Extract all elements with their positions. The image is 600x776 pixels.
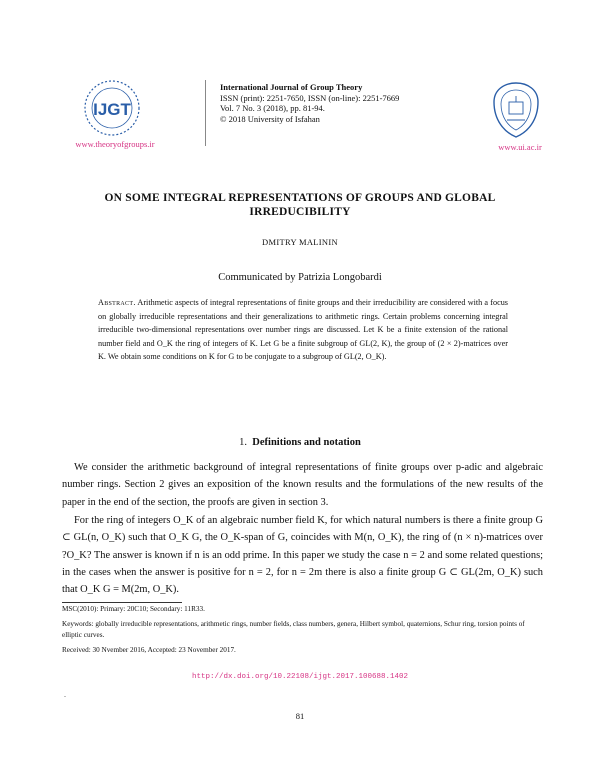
journal-url-link[interactable]: www.theoryofgroups.ir: [75, 139, 155, 149]
communicated-by: Communicated by Patrizia Longobardi: [218, 272, 382, 283]
received-date: Received: 30 Nvember 2016, Accepted: 23 November 2017.: [62, 646, 236, 654]
paper-title: ON SOME INTEGRAL REPRESENTATIONS OF GROUPS AND GLOBAL IRREDUCIBILITY: [104, 192, 496, 218]
university-seal: [488, 80, 544, 140]
journal-info: [220, 82, 399, 124]
paragraph-2: For the ring of integers O_K of an algebraic number field K, for which natural numbers is there a finite group G ⊂ GL(n, O_K) such that O_K G, the O_K-span of G, coincides with M(n, O_K), the ring of (n × n)-matrices over ?O_K? The answer is known if n is an odd prime. In this paper we study the case n = 2 and some related questions; in the cases when the answer is positive for n = 2, for n = 2m there is also a finite group G ⊂ GL(2m, O_K) such that O_K G = M(2m, O_K).: [62, 515, 543, 596]
footnote-mark: .: [64, 690, 66, 699]
doi-link[interactable]: http://dx.doi.org/10.22108/ijgt.2017.100688.1402: [191, 673, 409, 681]
msc-classification: MSC(2010): Primary: 20C10; Secondary: 11R33.: [62, 605, 205, 613]
journal-copyright: © 2018 University of Isfahan: [220, 113, 320, 124]
journal-volume: Vol. 7 No. 3 (2018), pp. 81-94.: [220, 103, 325, 113]
journal-name: International Journal of Group Theory: [220, 82, 363, 92]
abstract: [98, 296, 508, 364]
university-url-link[interactable]: www.ui.ac.ir: [498, 142, 542, 152]
footnotes: [62, 604, 542, 660]
abstract-label: Abstract.: [98, 298, 136, 307]
paper-author: DMITRY MALININ: [262, 237, 338, 247]
header-divider: [205, 80, 206, 146]
section-number: 1.: [239, 437, 248, 448]
keywords: Keywords: globally irreducible representations, arithmetic rings, number fields, class numbers, genera, Hilbert symbol, quaternions, Schur ring, torsion points of elliptic curves.: [62, 620, 525, 639]
logo-text: IJGT: [93, 100, 131, 119]
paragraph-1: We consider the arithmetic background of integral representations of finite groups over p-adic and algebraic number rings. Section 2 gives an exposition of the known results and the formulations of the new results of the paper in the end of the section, the proofs are given in section 3.: [62, 462, 543, 508]
footnote-rule: [62, 602, 182, 603]
abstract-text: Arithmetic aspects of integral representations of finite groups and their irreducibility are considered with a focus on globally irreducible representations and their generalizations to arithmetic rings. Certain problems concerning integral irreducible two-dimensional representations over number rings are discussed. Let K be a finite extension of the rational number field and O_K the ring of integers of K. Let G be a finite subgroup of GL(2, K), the group of (2 × 2)-matrices over K. We obtain some conditions on K for G to be conjugate to a subgroup of GL(2, O_K).: [98, 298, 508, 361]
section-name: Definitions and notation: [252, 437, 361, 448]
page-number: 81: [295, 711, 305, 721]
section-heading: [60, 437, 540, 448]
journal-issn: ISSN (print): 2251-7650, ISSN (on-line): 2251-7669: [220, 92, 400, 103]
journal-logo: [82, 78, 142, 138]
